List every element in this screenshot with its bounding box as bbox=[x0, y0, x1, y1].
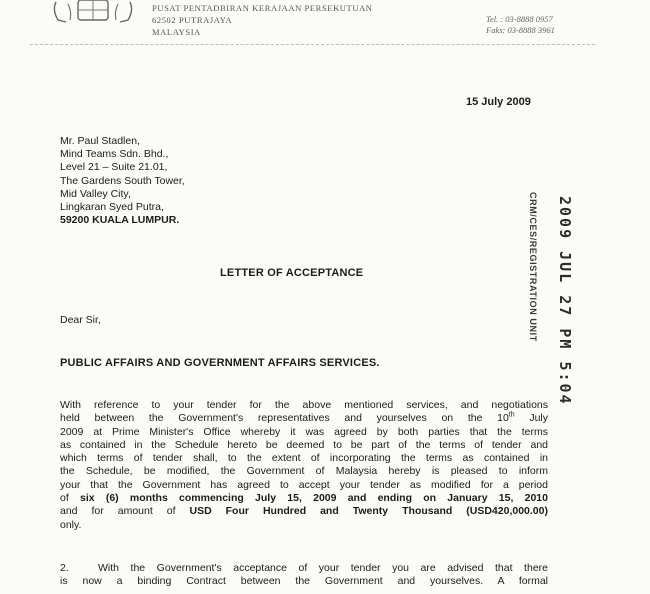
paragraph-line bbox=[60, 492, 548, 505]
paragraph-line: only. bbox=[60, 518, 82, 531]
letterhead-fax: Faks: 03-8888 3961 bbox=[486, 25, 555, 35]
text-segment: of bbox=[60, 492, 80, 505]
registration-unit-stamp: CRM/CES/REGISTRATION UNIT bbox=[528, 192, 538, 342]
recipient-address bbox=[60, 135, 185, 227]
letterhead-address bbox=[152, 2, 373, 38]
recipient-line: Level 21 – Suite 21.01, bbox=[60, 161, 168, 174]
letterhead-org: PUSAT PENTADBIRAN KERAJAAN PERSEKUTUAN bbox=[152, 3, 373, 13]
letterhead-country: MALAYSIA bbox=[152, 27, 201, 37]
letterhead-divider bbox=[30, 44, 595, 45]
recipient-line: Mr. Paul Stadlen, bbox=[60, 135, 140, 147]
contract-amount: USD Four Hundred and Twenty Thousand (USD420,000.00) bbox=[189, 505, 548, 518]
letterhead-postcode: 62502 PUTRAJAYA bbox=[152, 15, 233, 25]
paragraph-1 bbox=[60, 399, 548, 532]
paragraph-number: 2. bbox=[60, 562, 69, 574]
paragraph-2 bbox=[60, 562, 548, 589]
paragraph-line bbox=[60, 562, 548, 575]
paragraph-line bbox=[60, 412, 548, 425]
paragraph-line: With reference to your tender for the above mentioned services, and negotiations bbox=[60, 399, 548, 411]
text-segment: July bbox=[514, 412, 548, 425]
received-timestamp-stamp: 2009 JUL 27 PM 5:04 bbox=[556, 196, 574, 406]
contract-period: six (6) months commencing July 15, 2009 and ending on January 15, 2010 bbox=[80, 492, 548, 505]
recipient-line: Mid Valley City, bbox=[60, 187, 131, 200]
letterhead-tel: Tel. : 03-8888 0957 bbox=[486, 14, 553, 24]
recipient-line: Mind Teams Sdn. Bhd., bbox=[60, 148, 169, 161]
paragraph-line: the Schedule, be modified, the Government of Malaysia hereby is pleased to inform bbox=[60, 465, 548, 478]
letter-subject: PUBLIC AFFAIRS AND GOVERNMENT AFFAIRS SERVICES. bbox=[60, 357, 380, 369]
recipient-city: 59200 KUALA LUMPUR. bbox=[60, 214, 180, 227]
ordinal-suffix: th bbox=[508, 411, 515, 419]
paragraph-line: which terms of tender shall, to the extent of incorporating the terms as contained in bbox=[60, 452, 548, 465]
paragraph-line bbox=[60, 505, 548, 518]
letter-heading: LETTER OF ACCEPTANCE bbox=[220, 267, 364, 279]
text-segment: With the Government's acceptance of your tender you are advised that there bbox=[98, 562, 548, 574]
salutation: Dear Sir, bbox=[60, 314, 101, 326]
paragraph-line: is now a binding Contract between the Government and yourselves. A formal bbox=[60, 575, 548, 588]
letter-date: 15 July 2009 bbox=[466, 96, 531, 108]
paragraph-line: 2009 at Prime Minister's Office whereby it was agreed by both parties that the terms bbox=[60, 425, 548, 438]
government-crest-icon bbox=[48, 0, 138, 24]
letterhead-contact bbox=[486, 14, 555, 36]
recipient-line: The Gardens South Tower, bbox=[60, 174, 185, 187]
text-segment: and for amount of bbox=[60, 505, 190, 518]
recipient-line: Lingkaran Syed Putra, bbox=[60, 201, 164, 214]
paragraph-line: as contained in the Schedule hereto be deemed to be part of the terms of tender and bbox=[60, 438, 548, 451]
paragraph-line: your that the Government has agreed to accept your tender as modified for a period bbox=[60, 478, 548, 491]
text-segment: held between the Government's representatives and yourselves on the 10 bbox=[60, 412, 509, 425]
